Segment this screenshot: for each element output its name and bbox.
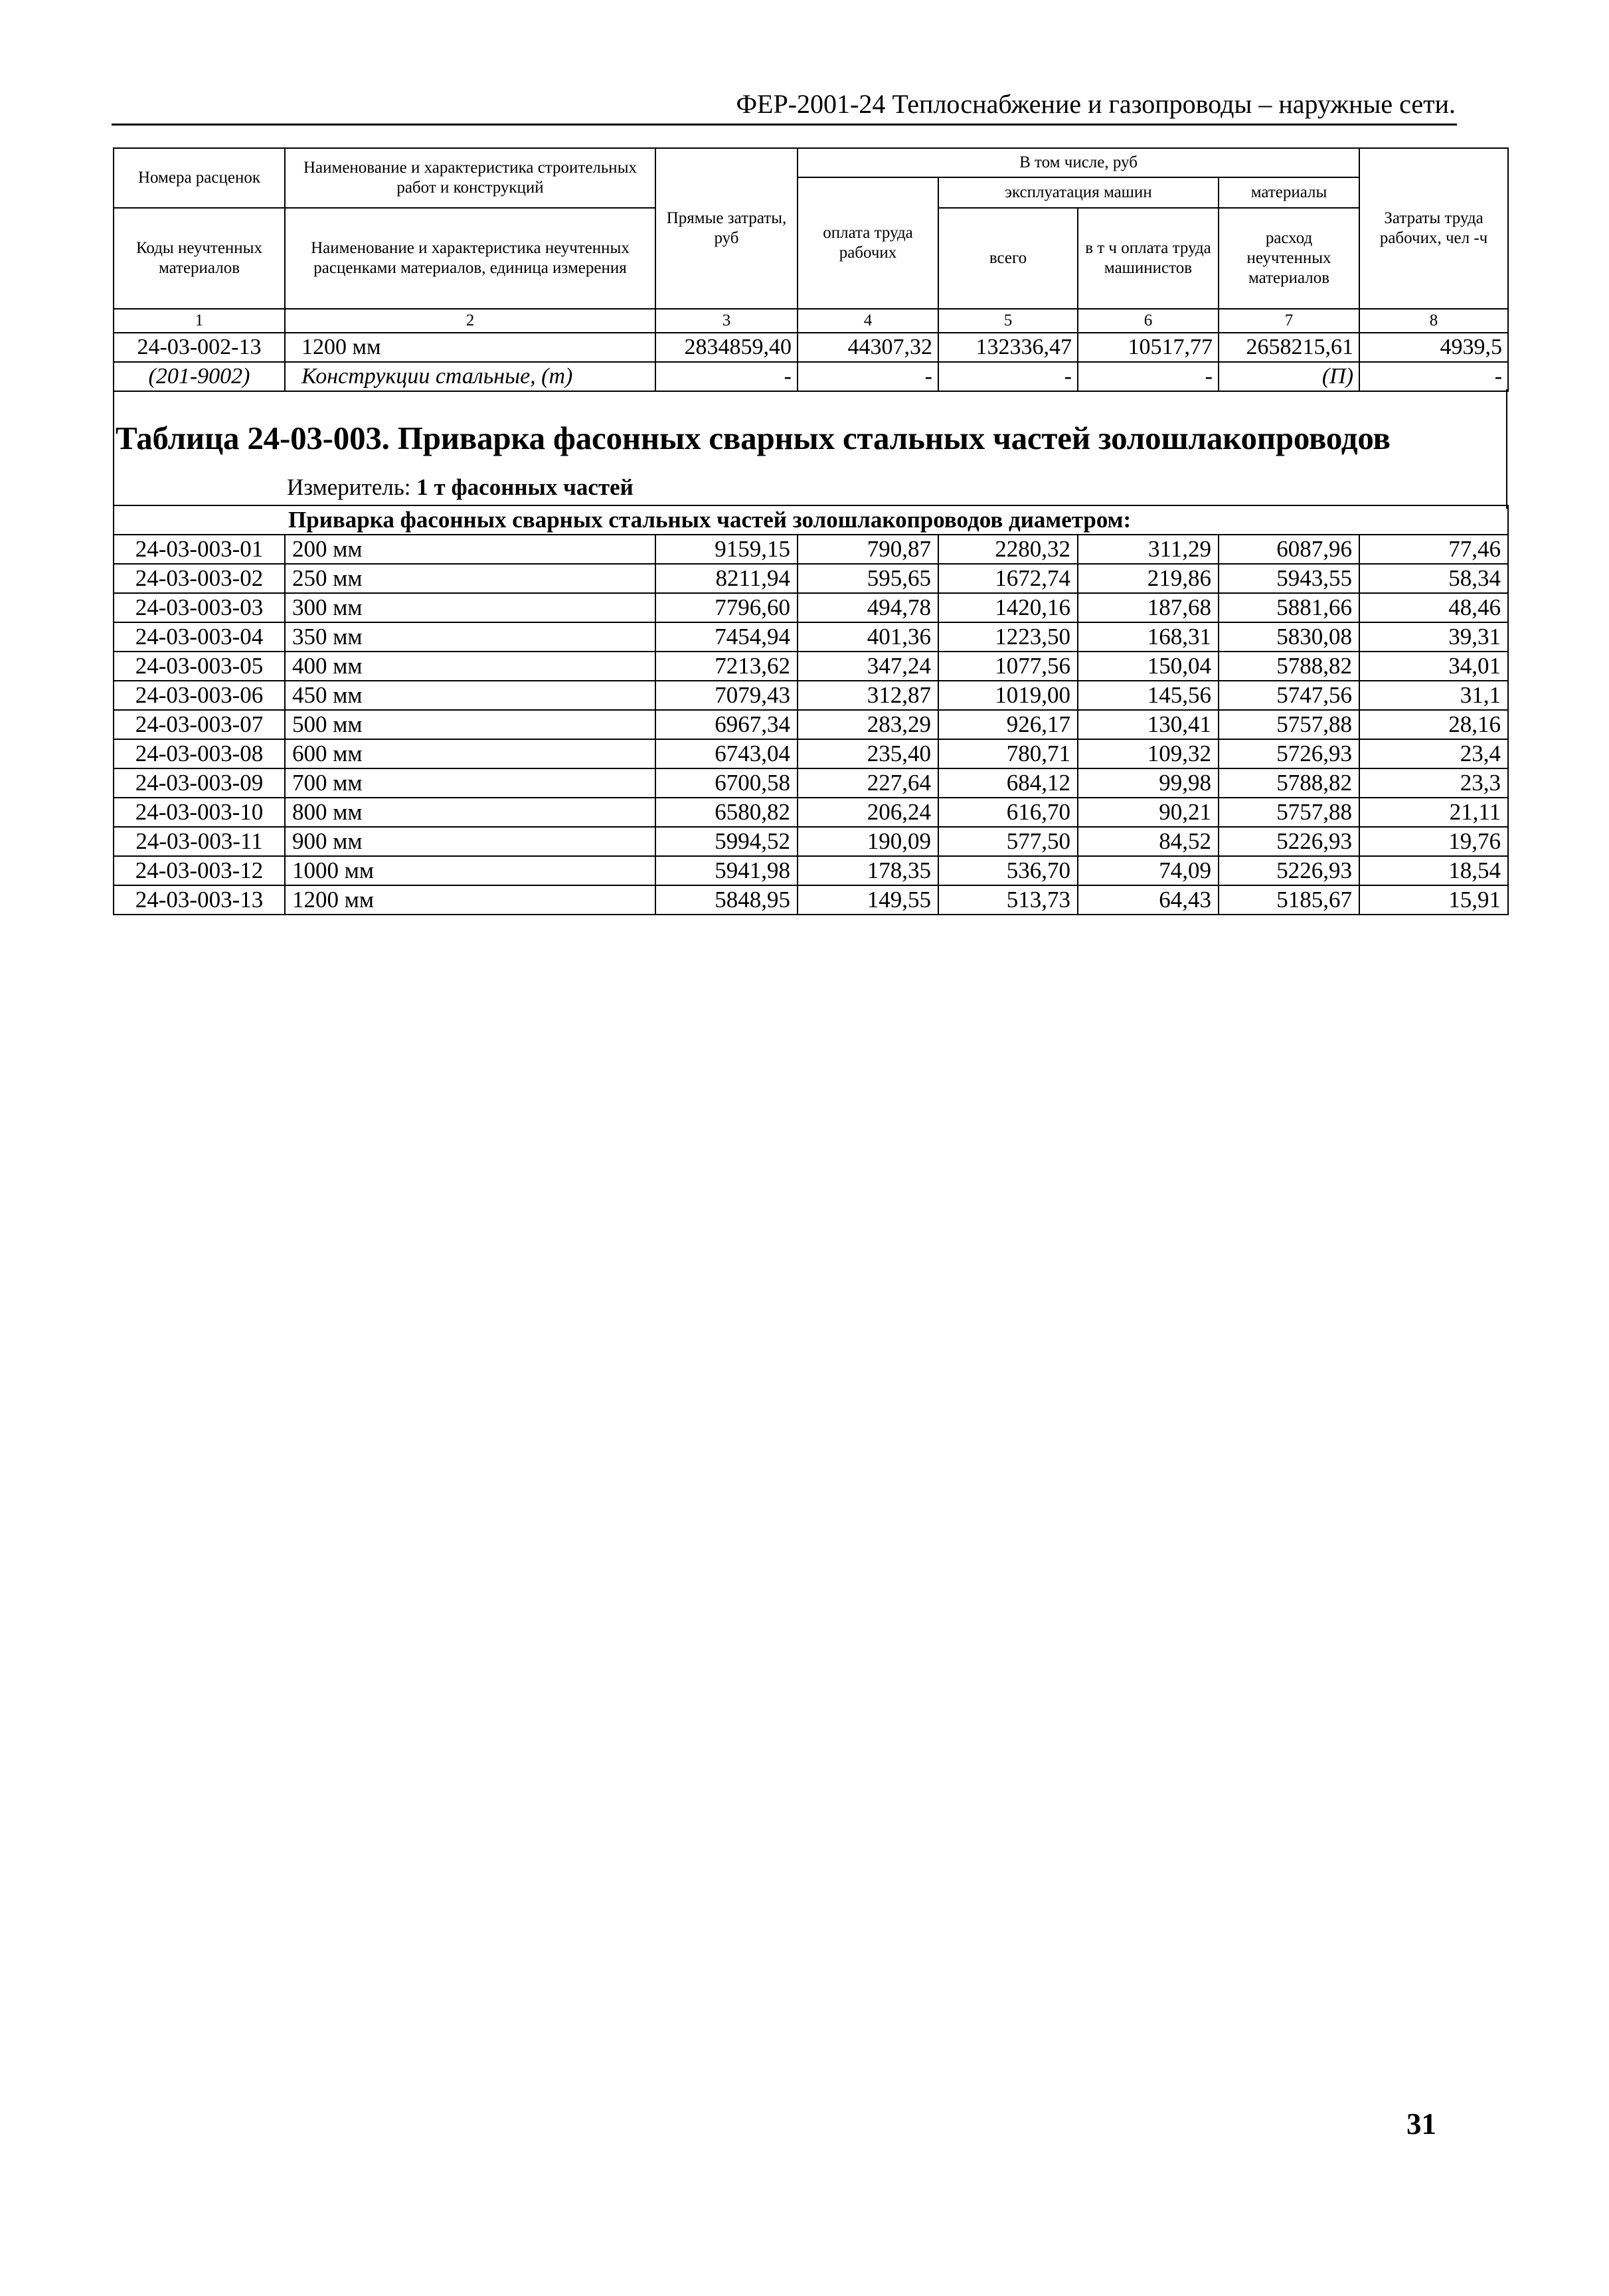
rates-table	[113, 505, 1509, 915]
machine-operators-pay: 145,56	[1078, 681, 1219, 710]
labor-hours: 58,34	[1359, 564, 1508, 593]
material-name: Конструкции стальные, (т)	[285, 362, 655, 391]
unit-line	[287, 473, 634, 502]
machine-total: 1672,74	[938, 564, 1078, 593]
machine-total: 1077,56	[938, 652, 1078, 681]
labor-pay: 283,29	[798, 710, 938, 739]
rate-code: 24-03-003-12	[114, 856, 285, 885]
table-row	[114, 564, 1508, 593]
labor-pay: 312,87	[798, 681, 938, 710]
machine-operators-pay: 187,68	[1078, 593, 1219, 622]
materials: 5881,66	[1219, 593, 1359, 622]
labor-pay: 595,65	[798, 564, 938, 593]
material-flag: (П)	[1219, 362, 1359, 391]
direct-costs: 9159,15	[655, 535, 798, 564]
machine-total: 132336,47	[938, 333, 1078, 362]
table-row	[114, 535, 1508, 564]
direct-costs: 7796,60	[655, 593, 798, 622]
rate-name: 450 мм	[285, 681, 655, 710]
machine-operators-pay: 130,41	[1078, 710, 1219, 739]
table-row	[114, 768, 1508, 798]
rate-code: 24-03-003-04	[114, 622, 285, 652]
labor-pay: 347,24	[798, 652, 938, 681]
column-number: 1	[114, 309, 285, 333]
rate-code: 24-03-003-06	[114, 681, 285, 710]
labor-hours: 19,76	[1359, 827, 1508, 856]
machine-operators-pay: 10517,77	[1078, 333, 1219, 362]
direct-costs: 2834859,40	[655, 333, 798, 362]
table-row	[114, 856, 1508, 885]
material-code: (201-9002)	[114, 362, 285, 391]
table-row	[114, 622, 1508, 652]
materials: 5943,55	[1219, 564, 1359, 593]
machine-operators-pay: 109,32	[1078, 739, 1219, 768]
rate-name: 500 мм	[285, 710, 655, 739]
labor-pay: 178,35	[798, 856, 938, 885]
labor-pay: 44307,32	[798, 333, 938, 362]
materials: 5226,93	[1219, 827, 1359, 856]
rate-code: 24-03-003-10	[114, 798, 285, 827]
machine-total: 616,70	[938, 798, 1078, 827]
labor-pay: 790,87	[798, 535, 938, 564]
labor-hours: 31,1	[1359, 681, 1508, 710]
machine-operators-pay: 74,09	[1078, 856, 1219, 885]
materials: 5726,93	[1219, 739, 1359, 768]
column-number: 3	[655, 309, 798, 333]
rate-name: 900 мм	[285, 827, 655, 856]
header-direct-costs: Прямые затраты, руб	[655, 148, 798, 309]
column-numbers-row	[114, 309, 1508, 333]
header-work-name: Наименование и характеристика строительных работ и конструкций	[285, 148, 655, 208]
materials: 5830,08	[1219, 622, 1359, 652]
header-machine-ops: эксплуатация машин	[938, 177, 1219, 208]
group-heading: Приварка фасонных сварных стальных частей золошлакопроводов диаметром:	[114, 505, 1508, 535]
direct-costs: 8211,94	[655, 564, 798, 593]
labor-pay: 149,55	[798, 885, 938, 915]
document-header: ФЕР-2001-24 Теплоснабжение и газопроводы – наружные сети.	[736, 89, 1456, 119]
machine-total: 513,73	[938, 885, 1078, 915]
machine-total: 536,70	[938, 856, 1078, 885]
rate-name: 1200 мм	[285, 885, 655, 915]
labor-pay: 401,36	[798, 622, 938, 652]
labor-pay: 235,40	[798, 739, 938, 768]
direct-costs: 7454,94	[655, 622, 798, 652]
rate-code: 24-03-003-03	[114, 593, 285, 622]
header-unaccounted-materials: расход неучтенных материалов	[1219, 208, 1359, 309]
rate-code: 24-03-003-05	[114, 652, 285, 681]
labor-hours: 4939,5	[1359, 333, 1508, 362]
header-materials: материалы	[1219, 177, 1359, 208]
rate-name: 300 мм	[285, 593, 655, 622]
rate-name: 250 мм	[285, 564, 655, 593]
direct-costs: 7213,62	[655, 652, 798, 681]
materials: 5226,93	[1219, 856, 1359, 885]
machine-operators-pay: -	[1078, 362, 1219, 391]
rate-name: 600 мм	[285, 739, 655, 768]
labor-hours: 23,4	[1359, 739, 1508, 768]
rate-name: 400 мм	[285, 652, 655, 681]
labor-hours: 28,16	[1359, 710, 1508, 739]
machine-total: 780,71	[938, 739, 1078, 768]
labor-pay: 494,78	[798, 593, 938, 622]
rate-code: 24-03-003-02	[114, 564, 285, 593]
machine-total: 577,50	[938, 827, 1078, 856]
machine-total: 926,17	[938, 710, 1078, 739]
materials: 5747,56	[1219, 681, 1359, 710]
labor-pay: -	[798, 362, 938, 391]
machine-operators-pay: 90,21	[1078, 798, 1219, 827]
column-number: 7	[1219, 309, 1359, 333]
materials: 5757,88	[1219, 710, 1359, 739]
unit-prefix: Измеритель:	[287, 474, 417, 500]
machine-total: 1019,00	[938, 681, 1078, 710]
table-title: Таблица 24-03-003. Приварка фасонных сварных стальных частей золошлакопроводов	[116, 420, 1391, 456]
table-row	[114, 593, 1508, 622]
machine-total: 1420,16	[938, 593, 1078, 622]
direct-costs: 5994,52	[655, 827, 798, 856]
materials: 6087,96	[1219, 535, 1359, 564]
header-rule	[112, 124, 1457, 126]
header-including: В том числе, руб	[798, 148, 1359, 177]
materials: 5788,82	[1219, 652, 1359, 681]
labor-hours: 23,3	[1359, 768, 1508, 798]
materials: 5788,82	[1219, 768, 1359, 798]
column-number: 2	[285, 309, 655, 333]
rate-code: 24-03-003-08	[114, 739, 285, 768]
labor-hours: -	[1359, 362, 1508, 391]
rate-name: 200 мм	[285, 535, 655, 564]
machine-operators-pay: 311,29	[1078, 535, 1219, 564]
machine-operators-pay: 64,43	[1078, 885, 1219, 915]
header-material-names: Наименование и характеристика неучтенных расценками материалов, единица измерения	[285, 208, 655, 309]
machine-operators-pay: 150,04	[1078, 652, 1219, 681]
materials: 5757,88	[1219, 798, 1359, 827]
labor-pay: 190,09	[798, 827, 938, 856]
labor-hours: 48,46	[1359, 593, 1508, 622]
machine-total: -	[938, 362, 1078, 391]
table-row	[114, 798, 1508, 827]
group-heading-row	[114, 505, 1508, 535]
rate-name: 1000 мм	[285, 856, 655, 885]
machine-operators-pay: 99,98	[1078, 768, 1219, 798]
header-material-codes: Коды неучтенных материалов	[114, 208, 285, 309]
machine-operators-pay: 168,31	[1078, 622, 1219, 652]
materials: 5185,67	[1219, 885, 1359, 915]
direct-costs: 5941,98	[655, 856, 798, 885]
machine-operators-pay: 84,52	[1078, 827, 1219, 856]
labor-pay: 227,64	[798, 768, 938, 798]
column-number: 6	[1078, 309, 1219, 333]
direct-costs: 5848,95	[655, 885, 798, 915]
unaccounted-material-row	[114, 362, 1508, 391]
prev-rate-row	[114, 333, 1508, 362]
labor-hours: 21,11	[1359, 798, 1508, 827]
table-row	[114, 827, 1508, 856]
direct-costs: -	[655, 362, 798, 391]
rate-code: 24-03-003-07	[114, 710, 285, 739]
labor-hours: 34,01	[1359, 652, 1508, 681]
header-rate-numbers: Номера расценок	[114, 148, 285, 208]
column-number: 4	[798, 309, 938, 333]
header-labor-pay: оплата труда рабочих	[798, 177, 938, 309]
table-row	[114, 652, 1508, 681]
labor-hours: 39,31	[1359, 622, 1508, 652]
table-row	[114, 710, 1508, 739]
rate-code: 24-03-003-09	[114, 768, 285, 798]
header-table	[113, 147, 1509, 392]
labor-pay: 206,24	[798, 798, 938, 827]
rate-code: 24-03-003-11	[114, 827, 285, 856]
unit-value: 1 т фасонных частей	[416, 474, 634, 500]
direct-costs: 6743,04	[655, 739, 798, 768]
header-labor-hours: Затраты труда рабочих, чел -ч	[1359, 148, 1508, 309]
rate-code: 24-03-003-01	[114, 535, 285, 564]
column-number: 5	[938, 309, 1078, 333]
labor-hours: 15,91	[1359, 885, 1508, 915]
labor-hours: 18,54	[1359, 856, 1508, 885]
machine-total: 2280,32	[938, 535, 1078, 564]
materials: 2658215,61	[1219, 333, 1359, 362]
rate-code: 24-03-003-13	[114, 885, 285, 915]
rate-name: 350 мм	[285, 622, 655, 652]
page-number: 31	[1406, 2107, 1436, 2141]
direct-costs: 6580,82	[655, 798, 798, 827]
direct-costs: 6700,58	[655, 768, 798, 798]
table-row	[114, 739, 1508, 768]
rate-name: 1200 мм	[285, 333, 655, 362]
rate-name: 800 мм	[285, 798, 655, 827]
direct-costs: 7079,43	[655, 681, 798, 710]
labor-hours: 77,46	[1359, 535, 1508, 564]
table-row	[114, 681, 1508, 710]
rate-name: 700 мм	[285, 768, 655, 798]
machine-total: 1223,50	[938, 622, 1078, 652]
table-row	[114, 885, 1508, 915]
column-number: 8	[1359, 309, 1508, 333]
machine-total: 684,12	[938, 768, 1078, 798]
header-machine-operators-pay: в т ч оплата труда машинистов	[1078, 208, 1219, 309]
direct-costs: 6967,34	[655, 710, 798, 739]
rate-code: 24-03-002-13	[114, 333, 285, 362]
machine-operators-pay: 219,86	[1078, 564, 1219, 593]
header-machine-total: всего	[938, 208, 1078, 309]
